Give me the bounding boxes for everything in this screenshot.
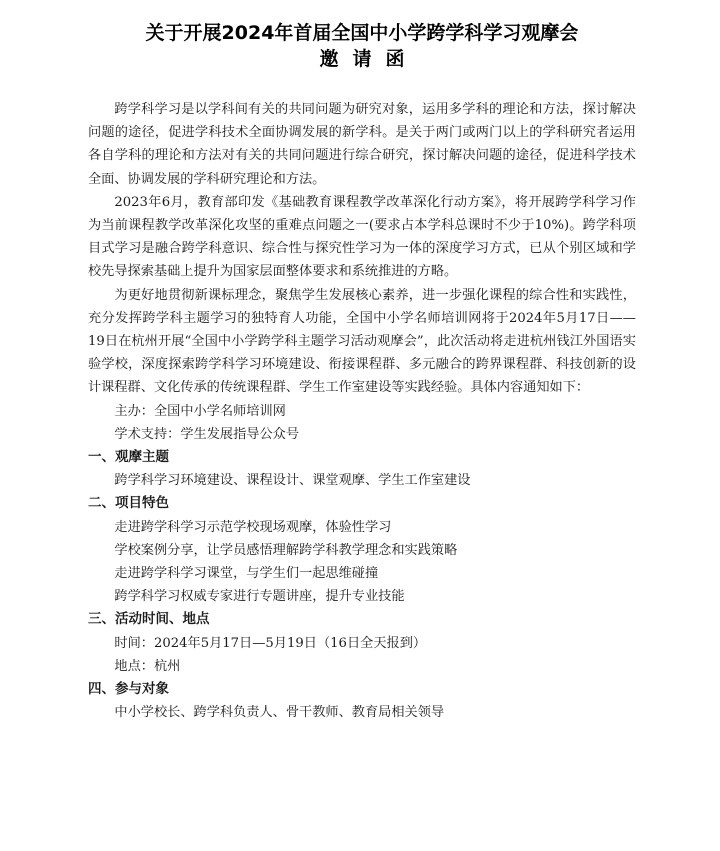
section-line: 跨学科学习权威专家进行专题讲座，提升专业技能 xyxy=(114,589,405,605)
section-heading-participants: 四、参与对象 xyxy=(88,681,169,698)
section-heading-time-place: 三、活动时间、地点 xyxy=(88,611,210,628)
section-line: 时间：2024年5月17日—5月19日（16日全天报到） xyxy=(114,635,427,651)
document-subtitle: 邀请函 xyxy=(319,48,419,70)
section-line: 走进跨学科学习课堂，与学生们一起思维碰撞 xyxy=(114,566,379,582)
section-line: 中小学校长、跨学科负责人、骨干教师、教育局相关领导 xyxy=(114,705,445,721)
section-line: 学校案例分享，让学员感悟理解跨学科教学理念和实践策略 xyxy=(114,542,458,558)
section-line: 跨学科学习环境建设、课程设计、课堂观摩、学生工作室建设 xyxy=(114,473,471,489)
document-body xyxy=(88,98,636,724)
section-line: 地点：杭州 xyxy=(114,658,181,674)
section-heading-theme: 一、观摩主题 xyxy=(88,449,169,466)
section-line: 走进跨学科学习示范学校现场观摩，体验性学习 xyxy=(114,519,392,535)
host-line: 主办：全国中小学名师培训网 xyxy=(114,403,286,419)
intro-paragraph: 跨学科学习是以学科间有关的共同问题为研究对象，运用多学科的理论和方法，探讨解决问题的途径，促进学科技术全面协调发展的新学科。是关于两门或两门以上的学科研究者运用各自学科的理论和方法对有关的共同问题进行综合研究，探讨解决问题的途径，促进科学技术全面、协调发展的学科研究理论和方法。 xyxy=(88,102,636,187)
support-line: 学术支持：学生发展指导公众号 xyxy=(114,426,300,442)
section-heading-features: 二、项目特色 xyxy=(88,495,169,512)
event-paragraph: 为更好地贯彻新课标理念，聚焦学生发展核心素养，进一步强化课程的综合性和实践性，充分发挥跨学科主题学习的独特育人功能，全国中小学名师培训网将于2024年5月17日——19日在杭州开展“全国中小学跨学科主题学习活动观摩会”，此次活动将走进杭州钱江外国语实验学校，深度探索跨学科学习环境建设、衔接课程群、多元融合的跨界课程群、科技创新的设计课程群、文化传承的传统课程群、学生工作室建设等实践经验。具体内容通知如下： xyxy=(88,287,636,396)
document-title: 关于开展2024年首届全国中小学跨学科学习观摩会 xyxy=(145,22,579,44)
policy-paragraph: 2023年6月，教育部印发《基础教育课程教学改革深化行动方案》，将开展跨学科学习作为当前课程教学改革深化攻坚的重难点问题之一(要求占本学科总课时不少于10%)。跨学科项目式学习是融合跨学科意识、综合性与探究性学习为一体的深度学习方式，已从个别区域和学校先导探索基础上提升为国家层面整体要求和系统推进的方略。 xyxy=(88,194,636,280)
